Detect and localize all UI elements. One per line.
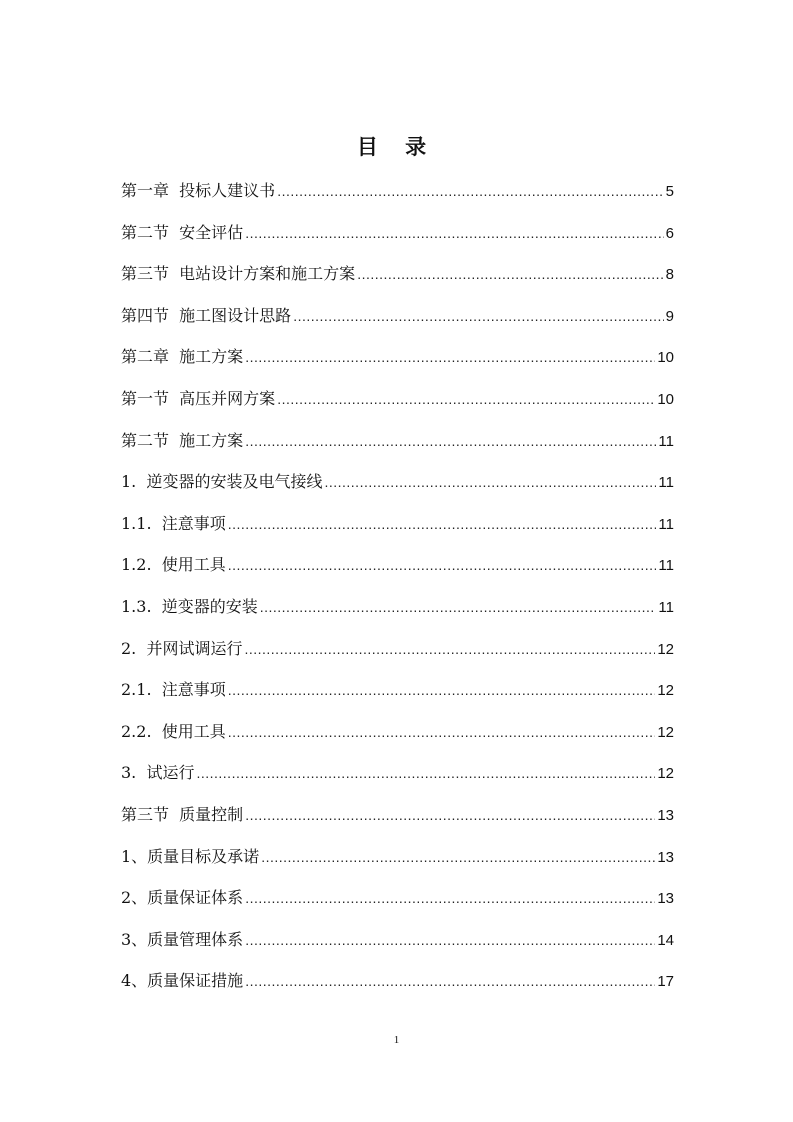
- toc-entry-label: 2、质量保证体系: [121, 888, 244, 908]
- dot-leader: [245, 878, 655, 920]
- toc-entry-page: 12: [657, 640, 674, 658]
- dot-leader: [261, 837, 655, 879]
- toc-entry[interactable]: [121, 877, 674, 919]
- dot-leader: [277, 379, 655, 421]
- toc-entry-label: 第三节 质量控制: [121, 804, 244, 824]
- toc-entry-page: 12: [657, 765, 674, 783]
- toc-entry-page: 8: [665, 266, 674, 284]
- toc-entry[interactable]: [121, 711, 674, 753]
- toc-entry-page: 17: [657, 973, 674, 991]
- toc-entry-label: 第一节 高压并网方案: [121, 388, 276, 408]
- toc-entry[interactable]: [121, 669, 674, 711]
- dot-leader: [277, 171, 663, 213]
- dot-leader: [228, 504, 657, 546]
- dot-leader: [244, 629, 655, 671]
- toc-entry[interactable]: [121, 461, 674, 503]
- toc-entry-page: 13: [657, 806, 674, 824]
- toc-entry-label: 第二章 施工方案: [121, 347, 244, 367]
- dot-leader: [245, 795, 655, 837]
- toc-entry-page: 12: [657, 682, 674, 700]
- toc-entry[interactable]: [121, 544, 674, 586]
- toc-entry-page: 6: [665, 224, 674, 242]
- toc-entry[interactable]: [121, 170, 674, 212]
- toc-entry-page: 13: [657, 890, 674, 908]
- toc-entry-page: 10: [657, 349, 674, 367]
- dot-leader: [245, 920, 655, 962]
- toc-entry[interactable]: [121, 836, 674, 878]
- toc-entry-label: 4、质量保证措施: [121, 971, 244, 991]
- toc-entry-page: 10: [657, 390, 674, 408]
- dot-leader: [293, 296, 663, 338]
- toc-entry-page: 9: [665, 307, 674, 325]
- toc-entry-label: 第三节 电站设计方案和施工方案: [121, 264, 356, 284]
- toc-entry-label: 3、质量管理体系: [121, 929, 244, 949]
- toc-entry[interactable]: [121, 212, 674, 254]
- toc-entry[interactable]: [121, 794, 674, 836]
- toc-title: 目 录: [356, 134, 437, 159]
- toc-entry[interactable]: [121, 253, 674, 295]
- dot-leader: [228, 545, 657, 587]
- toc-entry-page: 11: [658, 557, 674, 575]
- toc-entry-page: 13: [657, 848, 674, 866]
- dot-leader: [228, 670, 656, 712]
- toc-entry-label: 2.1. 注意事项: [121, 680, 226, 700]
- toc-entry[interactable]: [121, 295, 674, 337]
- toc-entry-label: 1.1. 注意事项: [121, 513, 226, 533]
- toc-entry-page: 11: [658, 432, 674, 450]
- toc-entry-label: 第二节 施工方案: [121, 430, 244, 450]
- dot-leader: [196, 753, 655, 795]
- dot-leader: [245, 337, 655, 379]
- toc-entry[interactable]: [121, 919, 674, 961]
- toc-entry[interactable]: [121, 752, 674, 794]
- toc-entry-label: 3. 试运行: [121, 763, 195, 783]
- toc-entry-label: 第二节 安全评估: [121, 222, 244, 242]
- dot-leader: [228, 712, 656, 754]
- toc-entry-page: 14: [657, 931, 674, 949]
- toc-entry-label: 1、质量目标及承诺: [121, 846, 260, 866]
- toc-entry-page: 11: [658, 515, 674, 533]
- toc-entry[interactable]: [121, 628, 674, 670]
- toc-entry-label: 1.3. 逆变器的安装: [121, 596, 258, 616]
- dot-leader: [245, 961, 655, 1003]
- toc-entry-label: 2.2. 使用工具: [121, 721, 226, 741]
- toc-entry[interactable]: [121, 420, 674, 462]
- toc-entry-label: 2. 并网试调运行: [121, 638, 243, 658]
- toc-entry-page: 11: [658, 598, 674, 616]
- toc-entry[interactable]: [121, 586, 674, 628]
- dot-leader: [357, 254, 663, 296]
- dot-leader: [245, 421, 656, 463]
- toc-entry-label: 1.2. 使用工具: [121, 555, 226, 575]
- dot-leader: [245, 213, 663, 255]
- toc-entry-label: 1. 逆变器的安装及电气接线: [121, 472, 323, 492]
- page-number: 1: [393, 1034, 400, 1046]
- toc-entry-page: 5: [665, 183, 674, 200]
- toc-entry[interactable]: [121, 960, 674, 1002]
- toc-entry[interactable]: [121, 378, 674, 420]
- toc-entry-label: 第一章 投标人建议书: [121, 181, 276, 200]
- dot-leader: [324, 462, 656, 504]
- table-of-contents: [121, 170, 674, 1002]
- dot-leader: [260, 587, 657, 629]
- toc-entry[interactable]: [121, 336, 674, 378]
- toc-entry[interactable]: [121, 503, 674, 545]
- toc-entry-label: 第四节 施工图设计思路: [121, 305, 292, 325]
- toc-entry-page: 12: [657, 723, 674, 741]
- toc-entry-page: 11: [658, 474, 674, 492]
